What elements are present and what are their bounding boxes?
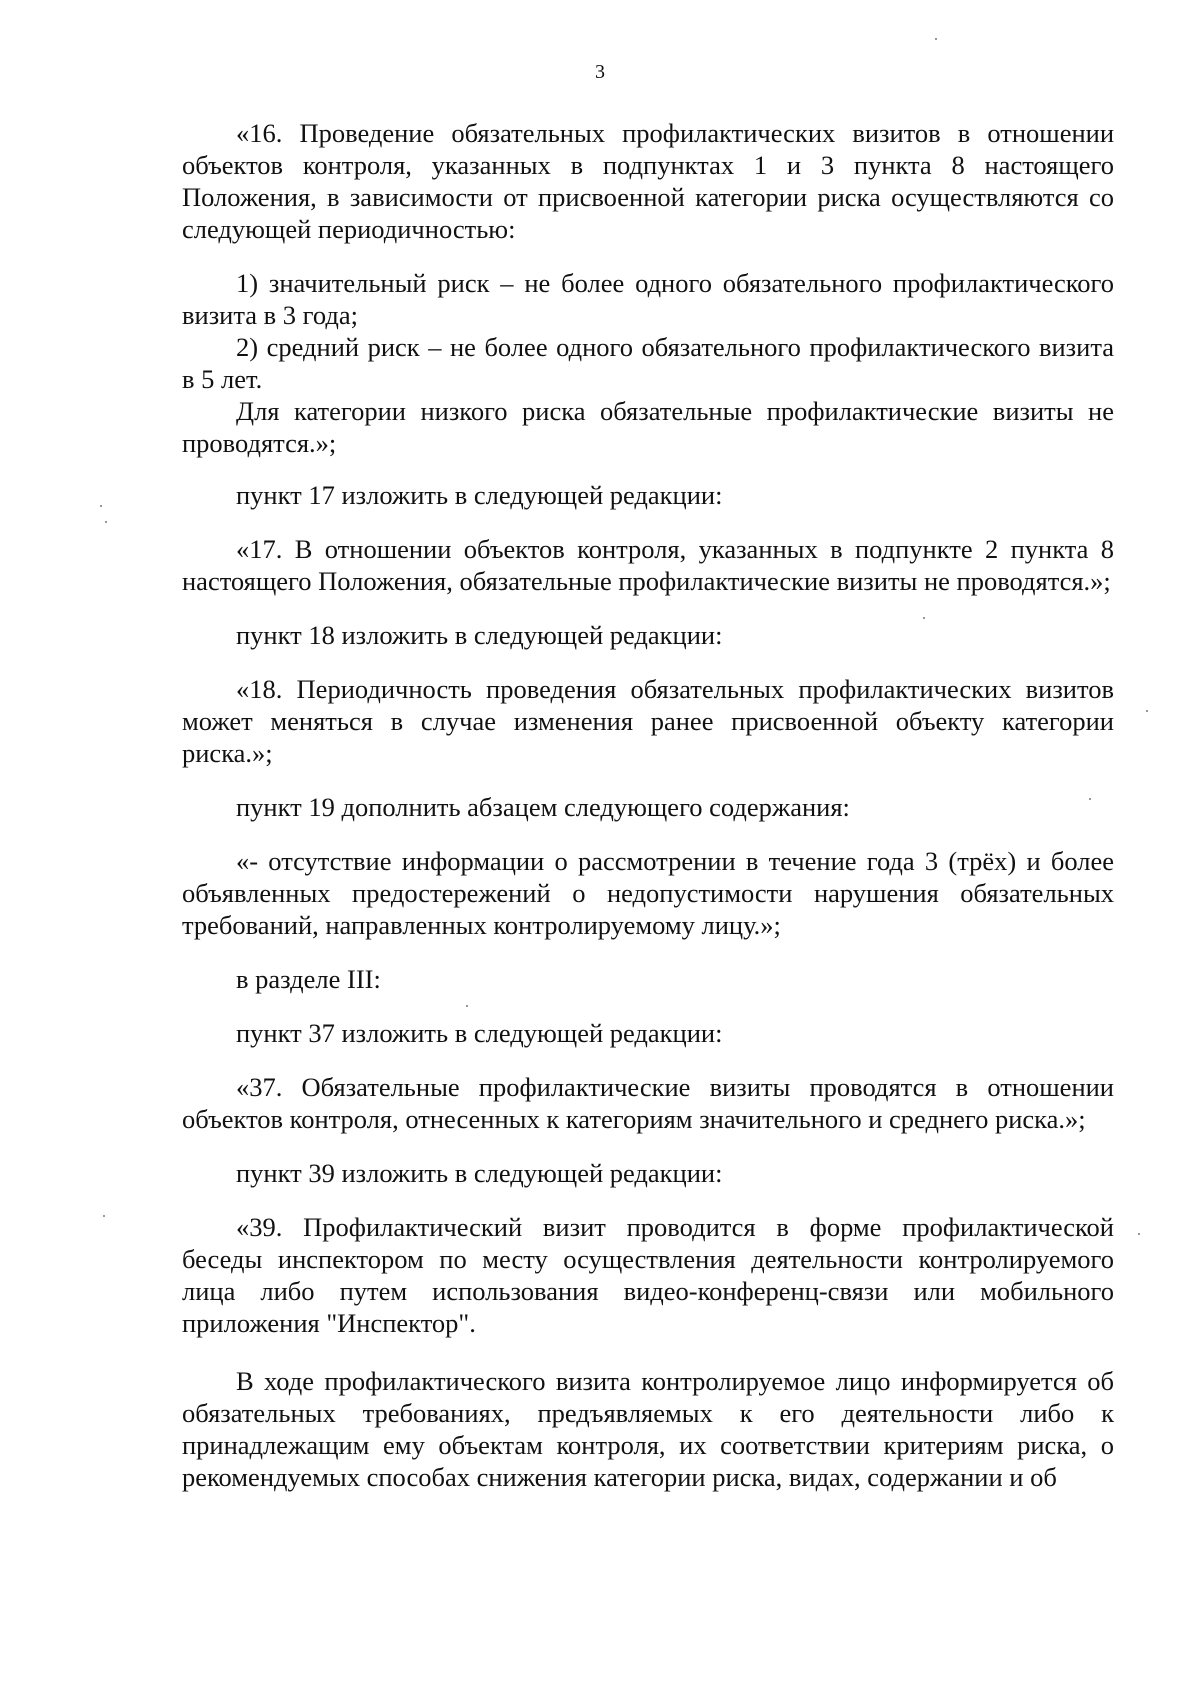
- scan-speck: [1146, 710, 1148, 712]
- paragraph-instruction-39: пункт 39 изложить в следующей редакции:: [236, 1158, 723, 1188]
- document-body: [182, 117, 1114, 1493]
- paragraph-item-17: «17. В отношении объектов контроля, указанных в подпункте 2 пункта 8 настоящего Положения, обязательные профилактические визиты не проводятся.»;: [182, 534, 1114, 596]
- paragraph-risk-low: Для категории низкого риска обязательные профилактические визиты не проводятся.»;: [182, 396, 1114, 458]
- scan-speck: [100, 505, 102, 507]
- scan-speck: [103, 1215, 105, 1217]
- paragraph-item-18: «18. Периодичность проведения обязательных профилактических визитов может меняться в случае изменения ранее присвоенной объекту категории риска.»;: [182, 674, 1114, 768]
- paragraph-risk-significant: 1) значительный риск – не более одного обязательного профилактического визита в 3 года;: [182, 268, 1114, 330]
- paragraph-item-39: «39. Профилактический визит проводится в форме профилактической беседы инспектором по месту осуществления деятельности контролируемого лица либо путем использования видео-конференц-связи или мобильного приложения "Инспектор".: [182, 1212, 1114, 1338]
- paragraph-section-3: в разделе III:: [236, 964, 381, 994]
- paragraph-instruction-19: пункт 19 дополнить абзацем следующего содержания:: [236, 792, 850, 822]
- paragraph-instruction-37: пункт 37 изложить в следующей редакции:: [236, 1018, 723, 1048]
- scan-speck: [1089, 798, 1091, 800]
- scan-speck: [935, 38, 937, 40]
- scan-speck: [923, 617, 925, 619]
- scan-speck: [1138, 1233, 1140, 1235]
- paragraph-item-19-addition: «- отсутствие информации о рассмотрении в течение года 3 (трёх) и более объявленных предостережений о недопустимости нарушения обязательных требований, направленных контролируемому лицу.»;: [182, 846, 1114, 940]
- scan-speck: [105, 521, 107, 523]
- page-number: 3: [595, 61, 605, 83]
- paragraph-visit-informing: В ходе профилактического визита контролируемое лицо информируется об обязательных требованиях, предъявляемых к его деятельности либо к принадлежащим ему объектам контроля, их соответствии критериям риска, о рекомендуемых способах снижения категории риска, видах, содержании и об: [182, 1366, 1114, 1492]
- scan-speck: [466, 1005, 468, 1007]
- paragraph-item-37: «37. Обязательные профилактические визиты проводятся в отношении объектов контроля, отнесенных к категориям значительного и среднего риска.»;: [182, 1072, 1114, 1134]
- paragraph-risk-medium: 2) средний риск – не более одного обязательного профилактического визита в 5 лет.: [182, 332, 1114, 394]
- paragraph-instruction-17: пункт 17 изложить в следующей редакции:: [236, 480, 723, 510]
- paragraph-instruction-18: пункт 18 изложить в следующей редакции:: [236, 620, 723, 650]
- paragraph-item-16: «16. Проведение обязательных профилактических визитов в отношении объектов контроля, указанных в подпунктах 1 и 3 пункта 8 настоящего Положения, в зависимости от присвоенной категории риска осуществляются со следующей периодичностью:: [182, 118, 1114, 244]
